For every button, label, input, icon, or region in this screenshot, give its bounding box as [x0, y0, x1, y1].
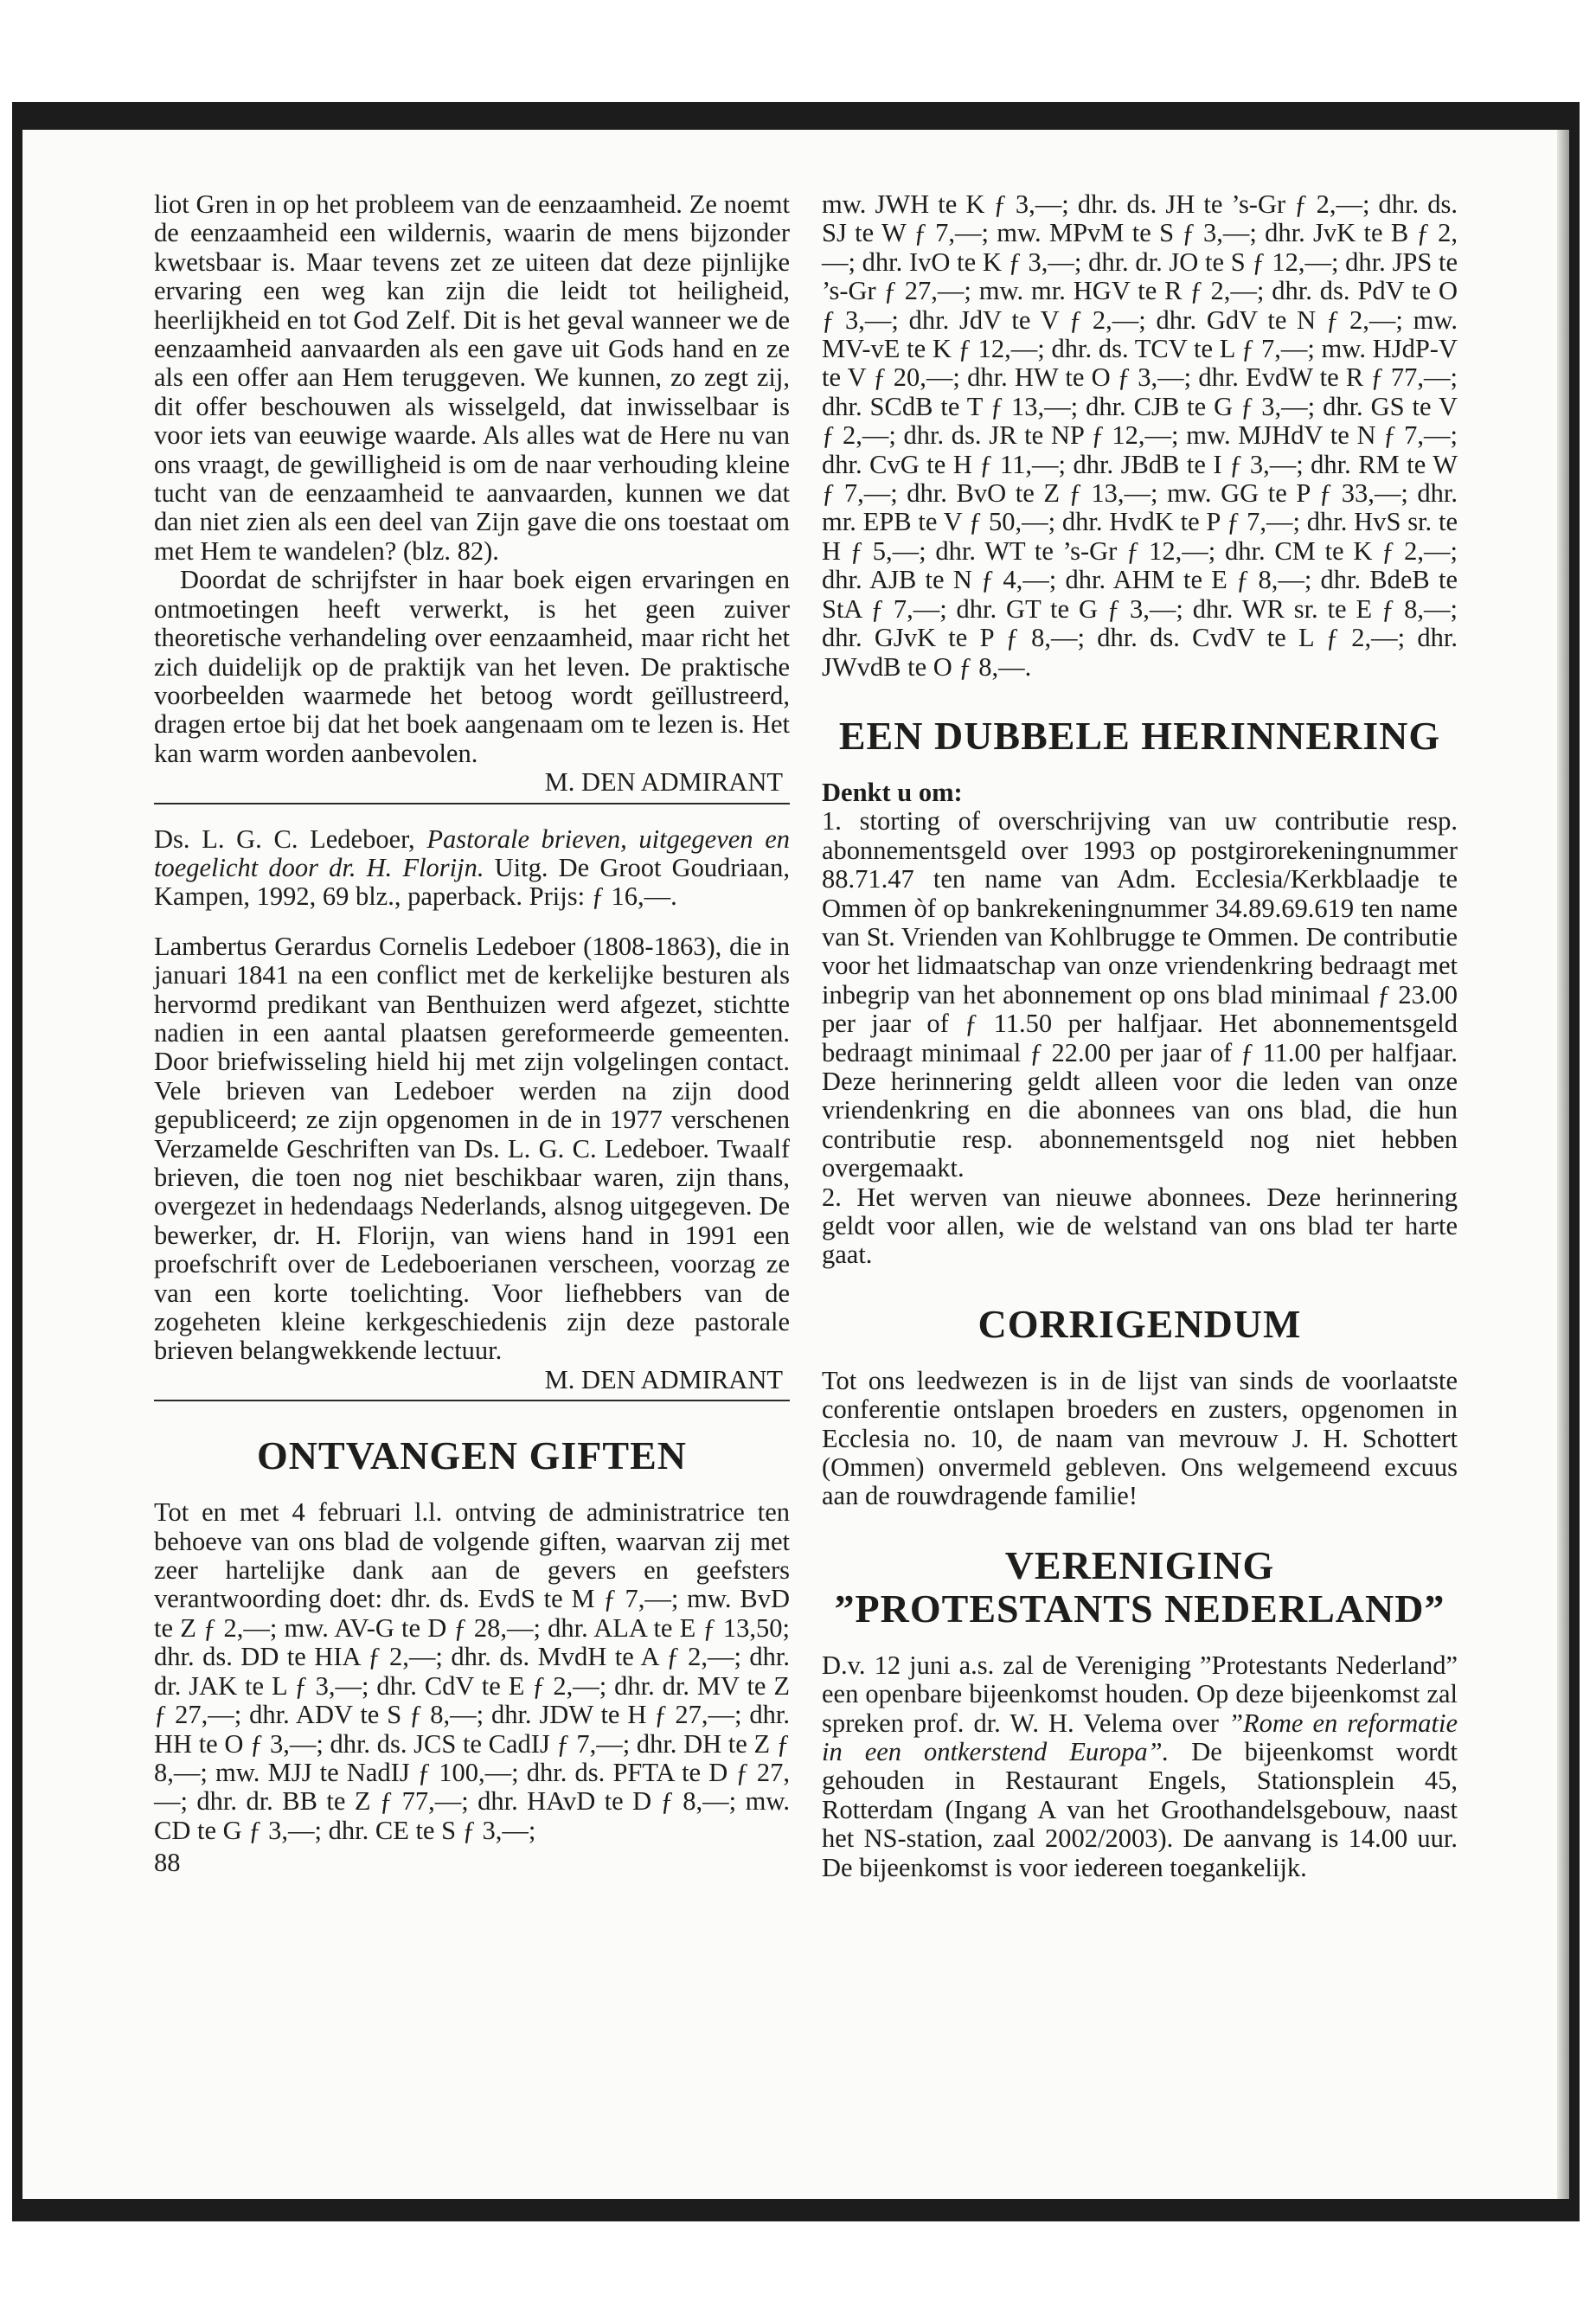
book-review-body: Lambertus Gerardus Cornelis Ledeboer (1808-1863), die in januari 1841 na een conflict met de kerkelijke besturen als hervormd predikant van Benthuizen werd afgezet, stichtte nadien in een aantal plaatsen gereformeerde gemeenten. Door briefwisseling hield hij met zijn volgelingen contact. Vele brieven van Ledeboer werden na zijn dood gepubliceerd; ze zijn opgenomen in de in 1977 verschenen Verzamelde Geschriften van Ds. L. G. C. Ledeboer. Twaalf brieven, die toen nog niet beschikbaar waren, zijn thans, overgezet in hedendaags Nederlands, alsnog uitgegeven. De bewerker, dr. H. Florijn, van wiens hand in 1991 een proefschrift over de Ledeboerianen verscheen, voorzag ze van een korte toelichting. Voor liefhebbers van de zogeheten kleine kerkgeschiedenis zijn deze pastorale brieven belangwekkende lectuur.	[154, 931, 790, 1366]
author-signature: M. DEN ADMIRANT	[544, 1364, 783, 1394]
lecture-title: ”Rome en reformatie in een ontkerstend Europa”.	[822, 1708, 1458, 1767]
reminder-item: 2. Het werven van nieuwe abonnees. Deze herinnering geldt voor allen, wie de welstand van ons blad ter harte gaat.	[822, 1182, 1458, 1270]
right-column	[822, 190, 1458, 1882]
reminder-heading: EEN DUBBELE HERINNERING	[838, 713, 1441, 758]
reminder-item: 1. storting of overschrijving van uw contributie resp. abonnementsgeld over 1993 op postgirorekeningnummer 88.71.47 ten name van Adm. Ecclesia/Kerkblaadje te Ommen òf op bankrekeningnummer 34.89.69.619 ten name van St. Vrienden van Kohlbrugge te Ommen. De contributie voor het lidmaatschap van onze vriendenkring bedraagt met inbegrip van het abonnement op ons blad minimaal ƒ 23.00 per jaar of ƒ 11.50 per halfjaar. Het abonnementsgeld bedraagt minimaal ƒ 22.00 per jaar of ƒ 11.00 per halfjaar. Deze herinnering geldt alleen voor die leden van onze vriendenkring en die abonnees van ons blad, die hun contributie resp. abonnementsgeld nog niet hebben overgemaakt.	[822, 806, 1458, 1183]
review-publication-details: Uitg. De Groot Goudriaan, Kampen, 1992, 69 blz., paperback. Prijs: ƒ 16,—.	[154, 852, 790, 912]
vereniging-announcement	[822, 1651, 1458, 1882]
announcement-text: D.v. 12 juni a.s. zal de Vereniging ”Protestants Nederland” een openbare bijeenkomst houden. Op deze bijeenkomst zal spreken prof. dr. W. H. Velema over	[822, 1650, 1458, 1738]
corrigendum-heading: CORRIGENDUM	[977, 1301, 1302, 1346]
review-book-title: Pastorale brieven, uitgegeven en toegelicht door dr. H. Florijn.	[154, 824, 790, 882]
book-review-citation	[154, 825, 790, 912]
review-author: Ds. L. G. C. Ledeboer,	[154, 824, 427, 854]
gifts-heading: ONTVANGEN GIFTEN	[257, 1433, 687, 1478]
left-column	[154, 190, 790, 1878]
page-edge	[1557, 130, 1569, 2199]
essay-paragraph: liot Gren in op het probleem van de eenzaamheid. Ze noemt de eenzaamheid een wildernis, waarin de mens bijzonder kwetsbaar is. Maar tevens zet ze uiteen dat deze pijnlijke ervaring een weg kan zijn die leidt tot heiligheid, heerlijkheid en tot God Zelf. Dit is het geval wanneer we de eenzaamheid aanvaarden als een gave uit Gods hand en ze als een offer aan Hem teruggeven. We kunnen, zo zegt zij, dit offer beschouwen als wisselgeld, dat inwisselbaar is voor iets van eeuwige waarde. Als alles wat de Here nu van ons vraagt, de gewilligheid is om de naar verhouding kleine tucht van de eenzaamheid te aanvaarden, kunnen we dat dan niet zien als een deel van Zijn gave die ons toestaat om met Hem te wandelen? (blz. 82).	[154, 189, 790, 566]
reminder-subheading: Denkt u om:	[822, 777, 963, 807]
author-signature: M. DEN ADMIRANT	[544, 767, 783, 798]
essay-paragraph: Doordat de schrijfster in haar boek eigen ervaringen en ontmoetingen heeft verwerkt, is het geen zuiver theoretische verhandeling over eenzaamheid, maar richt het zich duidelijk op de praktijk van het leven. De praktische voorbeelden waarmede het betoog wordt geïllustreerd, dragen ertoe bij dat het boek aangenaam om te lezen is. Het kan warm worden aanbevolen.	[154, 565, 790, 768]
gifts-list: Tot en met 4 februari l.l. ontving de administratrice ten behoeve van ons blad de volgende giften, waarvan zij met zeer hartelijke dank aan de gevers en geefsters verantwoording doet: dhr. ds. EvdS te M ƒ 7,—; mw. BvD te Z ƒ 2,—; mw. AV-G te D ƒ 28,—; dhr. ALA te E ƒ 13,50; dhr. ds. DD te HIA ƒ 2,—; dhr. ds. MvdH te A ƒ 2,—; dhr. dr. JAK te L ƒ 3,—; dhr. CdV te E ƒ 2,—; dhr. dr. MV te Z ƒ 27,—; dhr. ADV te S ƒ 8,—; dhr. JDW te H ƒ 27,—; dhr. HH te O ƒ 3,—; dhr. ds. JCS te CadIJ ƒ 7,—; dhr. DH te Z ƒ 8,—; mw. MJJ te NadIJ ƒ 100,—; dhr. ds. PFTA te D ƒ 27,—; dhr. dr. BB te Z ƒ 77,—; dhr. HAvD te D ƒ 8,—; mw. CD te G ƒ 3,—; dhr. CE te S ƒ 3,—;	[154, 1497, 790, 1845]
vereniging-heading-line: ”PROTESTANTS NEDERLAND”	[834, 1586, 1445, 1631]
gifts-list-continued: mw. JWH te K ƒ 3,—; dhr. ds. JH te ’s-Gr ƒ 2,—; dhr. ds. SJ te W ƒ 7,—; mw. MPvM te S ƒ 3,—; dhr. JvK te B ƒ 2,—; dhr. IvO te K ƒ 3,—; dhr. dr. JO te S ƒ 12,—; dhr. JPS te ’s-Gr ƒ 27,—; mw. mr. HGV te R ƒ 2,—; dhr. ds. PdV te O ƒ 3,—; dhr. JdV te V ƒ 2,—; dhr. GdV te N ƒ 2,—; mw. MV-vE te K ƒ 12,—; dhr. ds. TCV te L ƒ 7,—; mw. HJdP-V te V ƒ 20,—; dhr. HW te O ƒ 3,—; dhr. EvdW te R ƒ 77,—; dhr. SCdB te T ƒ 13,—; dhr. CJB te G ƒ 3,—; dhr. GS te V ƒ 2,—; dhr. ds. JR te NP ƒ 12,—; mw. MJHdV te N ƒ 7,—; dhr. CvG te H ƒ 11,—; dhr. JBdB te I ƒ 3,—; dhr. RM te W ƒ 7,—; dhr. BvO te Z ƒ 13,—; mw. GG te P ƒ 33,—; dhr. mr. EPB te V ƒ 50,—; dhr. HvdK te P ƒ 7,—; dhr. HvS sr. te H ƒ 5,—; dhr. WT te ’s-Gr ƒ 12,—; dhr. CM te K ƒ 2,—; dhr. AJB te N ƒ 4,—; dhr. AHM te E ƒ 8,—; dhr. BdeB te StA ƒ 7,—; dhr. GT te G ƒ 3,—; dhr. WR sr. te E ƒ 8,—; dhr. GJvK te P ƒ 8,—; dhr. ds. CvdV te L ƒ 2,—; dhr. JWvdB te O ƒ 8,—.	[822, 189, 1458, 682]
page-number: 88	[154, 1848, 181, 1878]
announcement-text: De bijeenkomst wordt gehouden in Restaurant Engels, Stationsplein 45, Rotterdam (Ingang A van het Groothandelsgebouw, naast het NS-station, zaal 2002/2003). De aanvang is 14.00 uur. De bijeenkomst is voor iedereen toegankelijk.	[822, 1737, 1458, 1882]
vereniging-heading	[822, 1544, 1458, 1631]
corrigendum-text: Tot ons leedwezen is in de lijst van sinds de voorlaatste conferentie ontslapen broeders en zusters, opgenomen in Ecclesia no. 10, de naam van mevrouw J. H. Schottert (Ommen) onvermeld gebleven. Ons welgemeend excuus aan de rouwdragende familie!	[822, 1365, 1458, 1511]
vereniging-heading-line: VERENIGING	[1004, 1542, 1275, 1587]
